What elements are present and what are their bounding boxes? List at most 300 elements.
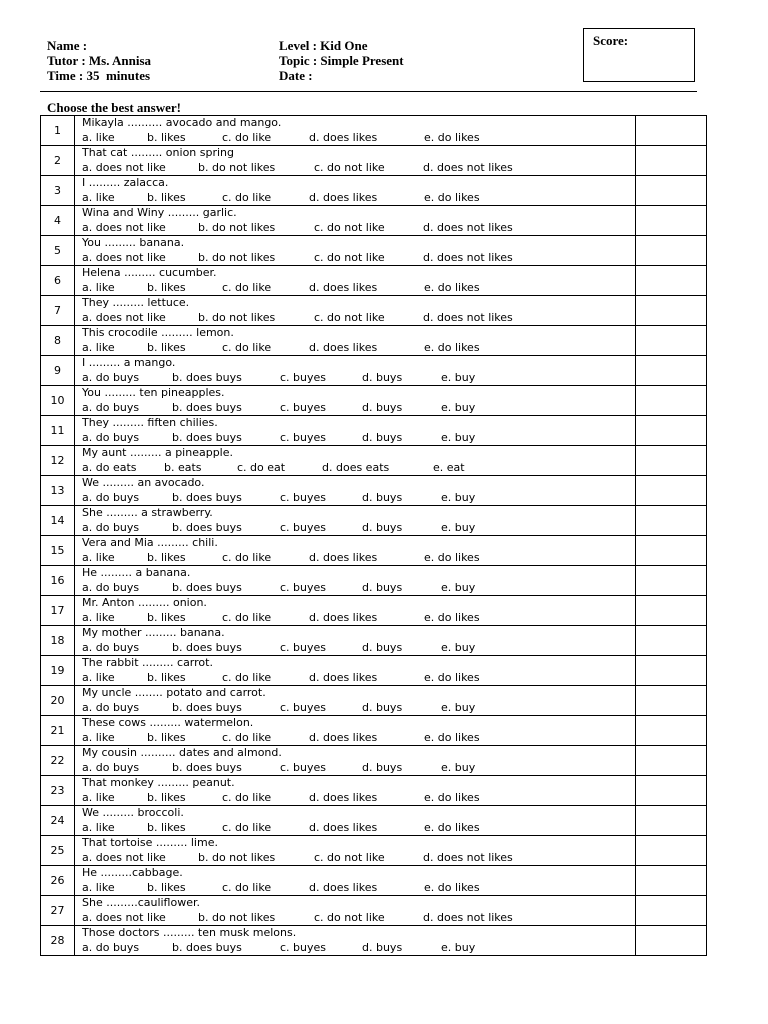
question-row	[41, 176, 707, 206]
answer-option[interactable]: b. likes	[147, 611, 186, 624]
answer-options	[82, 161, 635, 175]
answer-options	[82, 341, 635, 355]
answer-option[interactable]: c. do like	[222, 191, 272, 204]
answer-option[interactable]: d. buys	[362, 521, 403, 534]
question-number: 15	[41, 536, 75, 566]
question-row	[41, 536, 707, 566]
question-row	[41, 626, 707, 656]
answer-option[interactable]: a. like	[82, 191, 115, 204]
answer-option[interactable]: a. like	[82, 611, 115, 624]
answer-cell[interactable]	[636, 116, 707, 146]
answer-options	[82, 461, 635, 475]
question-stem: This crocodile ......... lemon.	[82, 326, 234, 339]
answer-option[interactable]: b. does buys	[172, 431, 242, 444]
answer-option[interactable]: a. do buys	[82, 401, 140, 414]
answer-cell[interactable]	[636, 356, 707, 386]
answer-option[interactable]: e. buy	[441, 521, 476, 534]
answer-option[interactable]: b. does buys	[172, 401, 242, 414]
question-row	[41, 836, 707, 866]
answer-option[interactable]: e. do likes	[424, 881, 480, 894]
answer-option[interactable]: d. buys	[362, 431, 403, 444]
answer-cell[interactable]	[636, 296, 707, 326]
answer-option[interactable]: a. does not like	[82, 311, 166, 324]
question-stem: My mother ......... banana.	[82, 626, 225, 639]
answer-option[interactable]: e. buy	[441, 371, 476, 384]
time-label: Time : 35 minutes	[47, 68, 151, 83]
answer-option[interactable]: d. does likes	[309, 131, 378, 144]
answer-option[interactable]: d. does likes	[309, 791, 378, 804]
answer-option[interactable]: e. buy	[441, 701, 476, 714]
answer-cell[interactable]	[636, 926, 707, 956]
answer-option[interactable]: d. does eats	[322, 461, 390, 474]
answer-options	[82, 881, 635, 895]
answer-option[interactable]: c. do like	[222, 731, 272, 744]
answer-cell[interactable]	[636, 746, 707, 776]
answer-cell[interactable]	[636, 776, 707, 806]
question-row	[41, 266, 707, 296]
answer-option[interactable]: b. do not likes	[198, 911, 276, 924]
answer-option[interactable]: c. buyes	[280, 371, 327, 384]
answer-option[interactable]: c. do not like	[314, 221, 385, 234]
answer-option[interactable]: e. do likes	[424, 611, 480, 624]
question-number: 9	[41, 356, 75, 386]
question-stem: The rabbit ......... carrot.	[82, 656, 213, 669]
answer-option[interactable]: d. does not likes	[423, 221, 513, 234]
question-row	[41, 116, 707, 146]
answer-options	[82, 761, 635, 775]
answer-option[interactable]: b. likes	[147, 881, 186, 894]
answer-option[interactable]: e. eat	[433, 461, 465, 474]
answer-option[interactable]: d. buys	[362, 641, 403, 654]
level-label: Level : Kid One	[279, 38, 368, 53]
answer-option[interactable]: e. do likes	[424, 131, 480, 144]
question-row	[41, 326, 707, 356]
tutor-label: Tutor : Ms. Annisa	[47, 53, 152, 68]
answer-option[interactable]: b. likes	[147, 191, 186, 204]
answer-option[interactable]: d. buys	[362, 401, 403, 414]
question-number: 28	[41, 926, 75, 956]
question-row	[41, 296, 707, 326]
question-number: 4	[41, 206, 75, 236]
answer-option[interactable]: d. does likes	[309, 611, 378, 624]
question-number: 7	[41, 296, 75, 326]
score-label: Score:	[593, 33, 629, 48]
question-row	[41, 596, 707, 626]
header-middle	[279, 38, 404, 83]
answer-cell[interactable]	[636, 386, 707, 416]
question-row	[41, 716, 707, 746]
date-label: Date :	[279, 68, 313, 83]
answer-options	[82, 851, 635, 865]
question-cell	[75, 266, 636, 296]
answer-option[interactable]: c. buyes	[280, 491, 327, 504]
question-stem: Those doctors ......... ten musk melons.	[82, 926, 297, 939]
answer-option[interactable]: d. buys	[362, 371, 403, 384]
question-cell	[75, 686, 636, 716]
answer-options	[82, 791, 635, 805]
answer-option[interactable]: a. do buys	[82, 431, 140, 444]
answer-option[interactable]: c. buyes	[280, 521, 327, 534]
question-stem: My aunt ......... a pineapple.	[82, 446, 233, 459]
answer-option[interactable]: c. do not like	[314, 251, 385, 264]
question-table	[40, 115, 707, 956]
answer-option[interactable]: c. do eat	[237, 461, 286, 474]
answer-option[interactable]: c. buyes	[280, 581, 327, 594]
answer-option[interactable]: e. do likes	[424, 341, 480, 354]
answer-options	[82, 191, 635, 205]
answer-option[interactable]: a. like	[82, 881, 115, 894]
answer-option[interactable]: e. buy	[441, 491, 476, 504]
answer-option[interactable]: e. buy	[441, 761, 476, 774]
question-row	[41, 386, 707, 416]
question-row	[41, 236, 707, 266]
question-stem: Helena ......... cucumber.	[82, 266, 217, 279]
answer-cell[interactable]	[636, 596, 707, 626]
answer-option[interactable]: e. buy	[441, 641, 476, 654]
answer-option[interactable]: c. buyes	[280, 401, 327, 414]
answer-option[interactable]: b. do not likes	[198, 251, 276, 264]
answer-option[interactable]: a. like	[82, 821, 115, 834]
question-cell	[75, 206, 636, 236]
score-box	[583, 28, 695, 82]
answer-option[interactable]: a. do buys	[82, 641, 140, 654]
answer-option[interactable]: a. do buys	[82, 521, 140, 534]
answer-options	[82, 911, 635, 925]
answer-option[interactable]: c. do like	[222, 341, 272, 354]
answer-options	[82, 581, 635, 595]
answer-cell[interactable]	[636, 266, 707, 296]
question-cell	[75, 536, 636, 566]
question-number: 23	[41, 776, 75, 806]
question-row	[41, 866, 707, 896]
answer-cell[interactable]	[636, 806, 707, 836]
question-number: 11	[41, 416, 75, 446]
question-number: 12	[41, 446, 75, 476]
answer-option[interactable]: d. does likes	[309, 881, 378, 894]
instruction: Choose the best answer!	[47, 100, 181, 115]
answer-option[interactable]: d. does likes	[309, 551, 378, 564]
question-stem: These cows ......... watermelon.	[82, 716, 254, 729]
answer-option[interactable]: d. buys	[362, 581, 403, 594]
question-row	[41, 806, 707, 836]
answer-option[interactable]: e. do likes	[424, 551, 480, 564]
answer-option[interactable]: e. do likes	[424, 671, 480, 684]
answer-option[interactable]: d. does not likes	[423, 851, 513, 864]
answer-cell[interactable]	[636, 416, 707, 446]
answer-options	[82, 431, 635, 445]
answer-option[interactable]: d. buys	[362, 941, 403, 954]
question-stem: That monkey ......... peanut.	[82, 776, 235, 789]
answer-option[interactable]: b. does buys	[172, 641, 242, 654]
answer-options	[82, 371, 635, 385]
answer-option[interactable]: d. does likes	[309, 281, 378, 294]
question-cell	[75, 176, 636, 206]
answer-option[interactable]: a. do buys	[82, 761, 140, 774]
question-row	[41, 566, 707, 596]
answer-option[interactable]: b. eats	[164, 461, 202, 474]
question-cell	[75, 446, 636, 476]
answer-options	[82, 131, 635, 145]
answer-option[interactable]: d. buys	[362, 491, 403, 504]
answer-option[interactable]: c. do not like	[314, 161, 385, 174]
question-cell	[75, 146, 636, 176]
answer-option[interactable]: b. likes	[147, 731, 186, 744]
answer-option[interactable]: c. do like	[222, 131, 272, 144]
answer-option[interactable]: d. does likes	[309, 821, 378, 834]
answer-options	[82, 671, 635, 685]
answer-option[interactable]: c. do not like	[314, 851, 385, 864]
answer-option[interactable]: b. likes	[147, 281, 186, 294]
answer-option[interactable]: c. do not like	[314, 911, 385, 924]
answer-option[interactable]: b. does buys	[172, 521, 242, 534]
question-number: 17	[41, 596, 75, 626]
answer-option[interactable]: a. like	[82, 341, 115, 354]
question-number: 16	[41, 566, 75, 596]
answer-cell[interactable]	[636, 236, 707, 266]
answer-option[interactable]: a. does not like	[82, 911, 166, 924]
question-cell	[75, 836, 636, 866]
answer-option[interactable]: d. buys	[362, 761, 403, 774]
answer-cell[interactable]	[636, 206, 707, 236]
question-stem: We ......... broccoli.	[82, 806, 184, 819]
answer-option[interactable]: a. do buys	[82, 371, 140, 384]
question-number: 22	[41, 746, 75, 776]
question-stem: Wina and Winy ......... garlic.	[82, 206, 237, 219]
question-number: 5	[41, 236, 75, 266]
question-cell	[75, 776, 636, 806]
answer-options	[82, 311, 635, 325]
answer-option[interactable]: b. likes	[147, 131, 186, 144]
question-stem: She .........cauliflower.	[82, 896, 200, 909]
answer-option[interactable]: e. do likes	[424, 731, 480, 744]
answer-option[interactable]: a. like	[82, 131, 115, 144]
answer-cell[interactable]	[636, 836, 707, 866]
answer-option[interactable]: e. buy	[441, 581, 476, 594]
answer-options	[82, 941, 635, 955]
question-stem: That tortoise ......... lime.	[82, 836, 218, 849]
answer-cell[interactable]	[636, 866, 707, 896]
question-cell	[75, 926, 636, 956]
question-stem: My cousin .......... dates and almond.	[82, 746, 282, 759]
answer-option[interactable]: c. do like	[222, 881, 272, 894]
answer-option[interactable]: d. does likes	[309, 731, 378, 744]
question-cell	[75, 866, 636, 896]
question-number: 10	[41, 386, 75, 416]
question-number: 14	[41, 506, 75, 536]
answer-option[interactable]: c. do like	[222, 791, 272, 804]
answer-cell[interactable]	[636, 656, 707, 686]
answer-option[interactable]: e. do likes	[424, 821, 480, 834]
answer-option[interactable]: a. do eats	[82, 461, 137, 474]
answer-option[interactable]: c. do like	[222, 281, 272, 294]
question-number: 25	[41, 836, 75, 866]
answer-option[interactable]: e. buy	[441, 401, 476, 414]
answer-option[interactable]: c. buyes	[280, 701, 327, 714]
answer-option[interactable]: b. does buys	[172, 701, 242, 714]
answer-options	[82, 551, 635, 565]
answer-option[interactable]: a. like	[82, 281, 115, 294]
question-stem: They ......... fiften chilies.	[82, 416, 218, 429]
answer-option[interactable]: b. does buys	[172, 371, 242, 384]
answer-option[interactable]: a. like	[82, 731, 115, 744]
answer-option[interactable]: a. does not like	[82, 851, 166, 864]
question-row	[41, 776, 707, 806]
answer-option[interactable]: d. does not likes	[423, 251, 513, 264]
answer-option[interactable]: b. does buys	[172, 581, 242, 594]
question-row	[41, 506, 707, 536]
answer-option[interactable]: d. does not likes	[423, 161, 513, 174]
answer-cell[interactable]	[636, 716, 707, 746]
answer-cell[interactable]	[636, 476, 707, 506]
question-cell	[75, 566, 636, 596]
answer-option[interactable]: e. do likes	[424, 791, 480, 804]
answer-option[interactable]: a. like	[82, 551, 115, 564]
answer-option[interactable]: a. like	[82, 791, 115, 804]
question-stem: I ......... a mango.	[82, 356, 176, 369]
answer-option[interactable]: c. do like	[222, 611, 272, 624]
answer-cell[interactable]	[636, 446, 707, 476]
question-number: 24	[41, 806, 75, 836]
answer-option[interactable]: e. do likes	[424, 281, 480, 294]
question-cell	[75, 716, 636, 746]
question-stem: Mr. Anton ......... onion.	[82, 596, 207, 609]
answer-cell[interactable]	[636, 326, 707, 356]
topic-label: Topic : Simple Present	[279, 53, 404, 68]
answer-option[interactable]: a. do buys	[82, 491, 140, 504]
answer-option[interactable]: c. do like	[222, 551, 272, 564]
question-row	[41, 416, 707, 446]
answer-option[interactable]: b. do not likes	[198, 161, 276, 174]
answer-option[interactable]: c. do like	[222, 671, 272, 684]
answer-options	[82, 491, 635, 505]
question-stem: We ......... an avocado.	[82, 476, 205, 489]
answer-option[interactable]: c. buyes	[280, 941, 327, 954]
answer-option[interactable]: a. do buys	[82, 581, 140, 594]
question-row	[41, 686, 707, 716]
question-row	[41, 206, 707, 236]
answer-option[interactable]: e. buy	[441, 431, 476, 444]
answer-cell[interactable]	[636, 176, 707, 206]
question-number: 20	[41, 686, 75, 716]
question-number: 26	[41, 866, 75, 896]
answer-option[interactable]: b. likes	[147, 791, 186, 804]
question-number: 3	[41, 176, 75, 206]
question-cell	[75, 356, 636, 386]
answer-option[interactable]: c. do like	[222, 821, 272, 834]
answer-option[interactable]: b. does buys	[172, 491, 242, 504]
answer-options	[82, 731, 635, 745]
answer-option[interactable]: a. do buys	[82, 701, 140, 714]
question-number: 27	[41, 896, 75, 926]
question-cell	[75, 806, 636, 836]
answer-option[interactable]: c. do not like	[314, 311, 385, 324]
answer-options	[82, 221, 635, 235]
question-stem: They ......... lettuce.	[82, 296, 190, 309]
answer-option[interactable]: b. likes	[147, 341, 186, 354]
answer-option[interactable]: d. does likes	[309, 671, 378, 684]
answer-options	[82, 821, 635, 835]
answer-option[interactable]: d. does likes	[309, 341, 378, 354]
header-divider	[40, 91, 697, 92]
answer-option[interactable]: d. buys	[362, 701, 403, 714]
question-cell	[75, 386, 636, 416]
answer-option[interactable]: e. buy	[441, 941, 476, 954]
question-row	[41, 146, 707, 176]
question-number: 21	[41, 716, 75, 746]
question-row	[41, 446, 707, 476]
answer-options	[82, 251, 635, 265]
answer-option[interactable]: b. does buys	[172, 941, 242, 954]
answer-option[interactable]: b. do not likes	[198, 851, 276, 864]
answer-option[interactable]: c. buyes	[280, 761, 327, 774]
question-cell	[75, 596, 636, 626]
answer-options	[82, 281, 635, 295]
question-cell	[75, 656, 636, 686]
answer-option[interactable]: b. does buys	[172, 761, 242, 774]
answer-option[interactable]: c. buyes	[280, 431, 327, 444]
question-stem: That cat ......... onion spring	[82, 146, 235, 159]
answer-cell[interactable]	[636, 626, 707, 656]
answer-cell[interactable]	[636, 506, 707, 536]
question-row	[41, 926, 707, 956]
question-stem: Vera and Mia ......... chili.	[82, 536, 218, 549]
answer-cell[interactable]	[636, 896, 707, 926]
answer-option[interactable]: d. does likes	[309, 191, 378, 204]
answer-cell[interactable]	[636, 686, 707, 716]
question-cell	[75, 896, 636, 926]
answer-option[interactable]: b. do not likes	[198, 311, 276, 324]
answer-option[interactable]: a. like	[82, 671, 115, 684]
name-label: Name :	[47, 38, 88, 53]
question-cell	[75, 296, 636, 326]
answer-option[interactable]: a. does not like	[82, 161, 166, 174]
question-row	[41, 476, 707, 506]
answer-option[interactable]: b. do not likes	[198, 221, 276, 234]
question-stem: She ......... a strawberry.	[82, 506, 213, 519]
question-stem: He ......... a banana.	[82, 566, 191, 579]
answer-option[interactable]: e. do likes	[424, 191, 480, 204]
answer-options	[82, 401, 635, 415]
question-number: 6	[41, 266, 75, 296]
question-row	[41, 356, 707, 386]
question-stem: You ......... banana.	[82, 236, 185, 249]
answer-options	[82, 611, 635, 625]
answer-option[interactable]: d. does not likes	[423, 311, 513, 324]
answer-option[interactable]: a. do buys	[82, 941, 140, 954]
answer-options	[82, 701, 635, 715]
question-stem: Mikayla .......... avocado and mango.	[82, 116, 282, 129]
answer-cell[interactable]	[636, 566, 707, 596]
question-number: 8	[41, 326, 75, 356]
question-row	[41, 746, 707, 776]
answer-option[interactable]: c. buyes	[280, 641, 327, 654]
answer-option[interactable]: b. likes	[147, 821, 186, 834]
question-stem: I ......... zalacca.	[82, 176, 169, 189]
answer-option[interactable]: b. likes	[147, 671, 186, 684]
answer-options	[82, 521, 635, 535]
answer-option[interactable]: a. does not like	[82, 221, 166, 234]
question-cell	[75, 416, 636, 446]
answer-cell[interactable]	[636, 536, 707, 566]
question-cell	[75, 626, 636, 656]
answer-cell[interactable]	[636, 146, 707, 176]
answer-option[interactable]: a. does not like	[82, 251, 166, 264]
question-cell	[75, 326, 636, 356]
answer-option[interactable]: d. does not likes	[423, 911, 513, 924]
answer-option[interactable]: b. likes	[147, 551, 186, 564]
header-left	[47, 38, 151, 83]
answer-options	[82, 641, 635, 655]
